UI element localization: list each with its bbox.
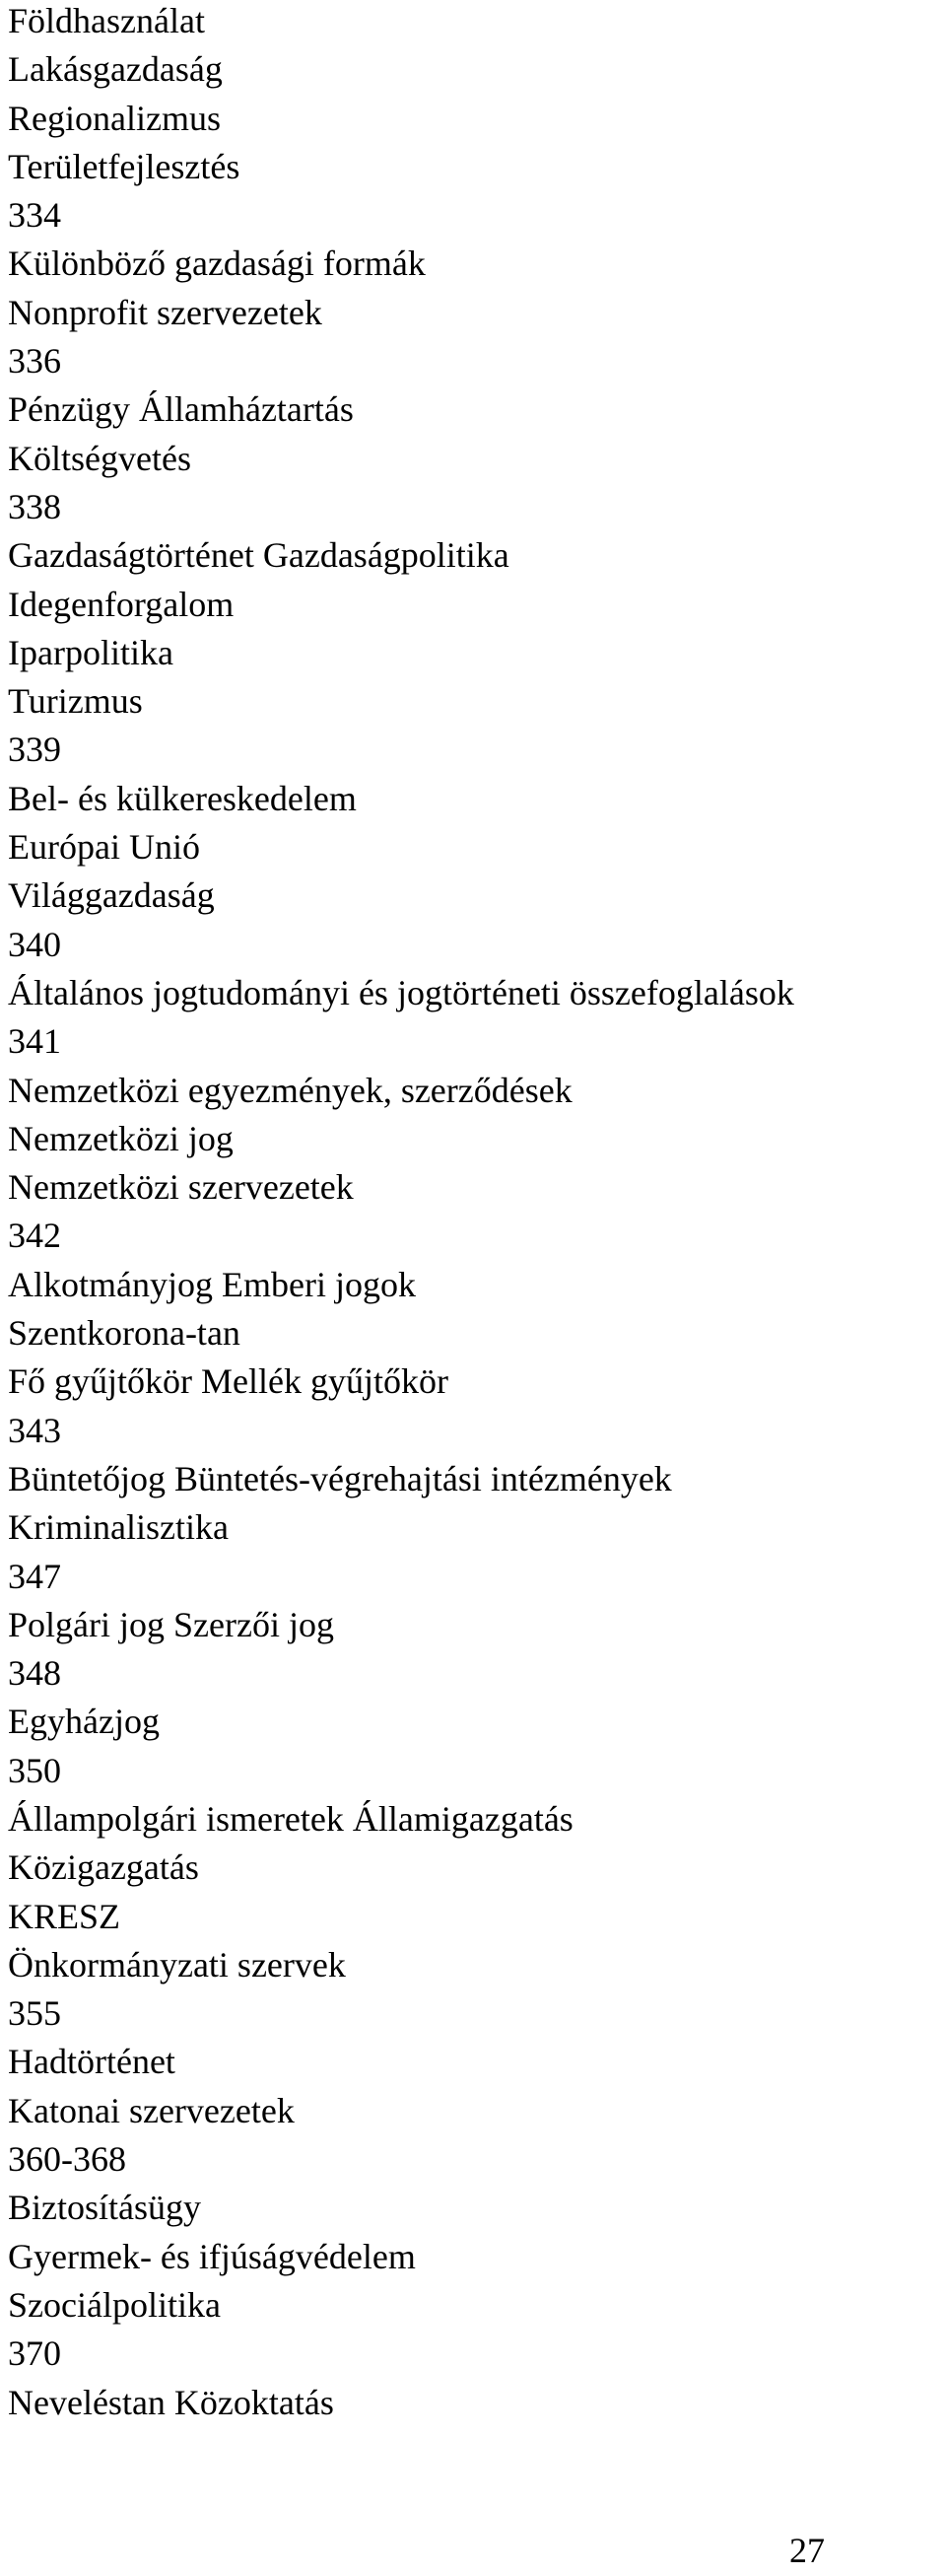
subject-entry: Különböző gazdasági formák bbox=[8, 244, 426, 284]
subject-entry: Gazdaságtörténet Gazdaságpolitika bbox=[8, 535, 509, 576]
subject-entry: Európai Unió bbox=[8, 827, 200, 868]
subject-entry: Nemzetközi egyezmények, szerződések bbox=[8, 1070, 573, 1110]
class-number: 360-368 bbox=[8, 2139, 126, 2180]
subject-entry: Földhasználat bbox=[8, 1, 205, 40]
class-number: 334 bbox=[8, 195, 61, 236]
subject-entry: Önkormányzati szervek bbox=[8, 1944, 346, 1984]
subject-entry: Biztosításügy bbox=[8, 2188, 201, 2228]
subject-entry: Regionalizmus bbox=[8, 98, 221, 138]
subject-entry: Szentkorona-tan bbox=[8, 1313, 240, 1354]
class-number: 348 bbox=[8, 1653, 61, 1694]
subject-entry: Kriminalisztika bbox=[8, 1507, 229, 1548]
subject-entry: Állampolgári ismeretek Államigazgatás bbox=[8, 1798, 574, 1839]
subject-entry: Alkotmányjog Emberi jogok bbox=[8, 1264, 416, 1304]
subject-entry: Fő gyűjtőkör Mellék gyűjtőkör bbox=[8, 1361, 448, 1402]
subject-entry: Neveléstan Közoktatás bbox=[8, 2382, 334, 2422]
subject-entry: Nemzetközi jog bbox=[8, 1118, 234, 1158]
class-number: 350 bbox=[8, 1750, 61, 1790]
subject-entry: Közigazgatás bbox=[8, 1847, 199, 1888]
subject-entry: Büntetőjog Büntetés-végrehajtási intézmények bbox=[8, 1458, 672, 1498]
subject-entry: Polgári jog Szerzői jog bbox=[8, 1604, 334, 1644]
class-number: 355 bbox=[8, 1993, 61, 2034]
class-number: 342 bbox=[8, 1216, 61, 1256]
subject-entry: Hadtörténet bbox=[8, 2042, 175, 2082]
subject-entry: Turizmus bbox=[8, 681, 143, 722]
subject-entry: Katonai szervezetek bbox=[8, 2090, 295, 2130]
subject-entry: Bel- és külkereskedelem bbox=[8, 778, 357, 818]
subject-entry: Gyermek- és ifjúságvédelem bbox=[8, 2236, 416, 2276]
page-number: 27 bbox=[789, 2531, 825, 2570]
subject-list bbox=[8, 0, 794, 2427]
subject-entry: Lakásgazdaság bbox=[8, 49, 223, 90]
class-number: 341 bbox=[8, 1021, 61, 1062]
class-number: 343 bbox=[8, 1410, 61, 1450]
subject-entry: Világgazdaság bbox=[8, 875, 215, 916]
subject-entry: Iparpolitika bbox=[8, 632, 173, 672]
class-number: 338 bbox=[8, 486, 61, 526]
subject-entry: Idegenforgalom bbox=[8, 584, 235, 624]
subject-entry: Nonprofit szervezetek bbox=[8, 292, 322, 332]
class-number: 339 bbox=[8, 730, 61, 770]
subject-entry: Pénzügy Államháztartás bbox=[8, 389, 354, 430]
subject-entry: Területfejlesztés bbox=[8, 146, 240, 186]
subject-entry: KRESZ bbox=[8, 1896, 121, 1936]
subject-entry: Költségvetés bbox=[8, 438, 191, 478]
class-number: 340 bbox=[8, 924, 61, 964]
class-number: 336 bbox=[8, 341, 61, 382]
subject-entry: Általános jogtudományi és jogtörténeti összefoglalások bbox=[8, 972, 794, 1012]
class-number: 370 bbox=[8, 2333, 61, 2374]
subject-entry: Egyházjog bbox=[8, 1702, 160, 1742]
subject-entry: Nemzetközi szervezetek bbox=[8, 1167, 354, 1208]
class-number: 347 bbox=[8, 1556, 61, 1596]
subject-entry: Szociálpolitika bbox=[8, 2284, 221, 2325]
